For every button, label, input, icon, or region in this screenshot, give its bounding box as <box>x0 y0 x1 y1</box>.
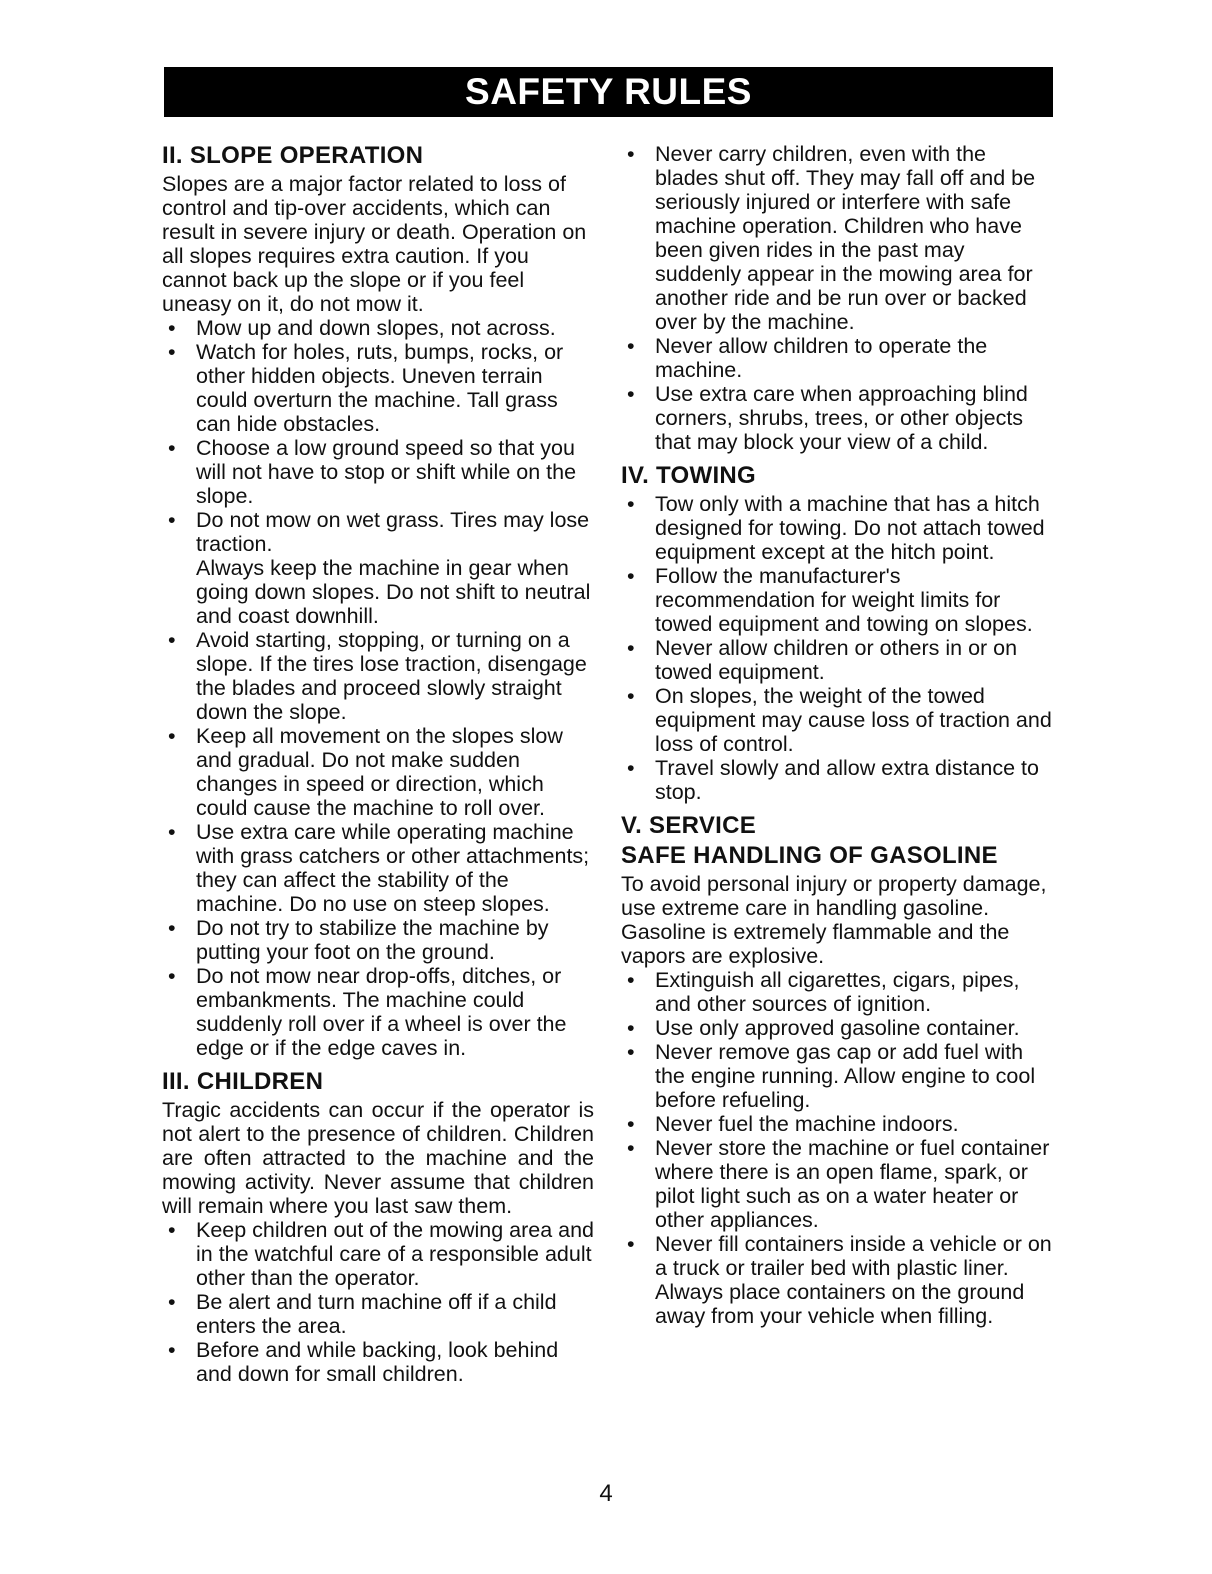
bullet-icon: • <box>168 964 176 988</box>
list-item: • Use extra care while operating machine with grass catchers or other attachments; they can affect the stability of the machine. Do no use on steep slopes. <box>168 820 590 916</box>
list-item: • Never fill containers inside a vehicle or on a truck or trailer bed with plastic liner. Always place containers on the ground away from your vehicle when filling. <box>627 1232 1052 1328</box>
bullet-icon: • <box>627 492 635 516</box>
bullet-icon: • <box>168 1338 176 1362</box>
bullet-icon: • <box>627 756 635 780</box>
list-item: • Do not mow on wet grass. Tires may lose traction. <box>168 508 590 556</box>
bullet-icon: • <box>627 1040 635 1064</box>
gasoline-handling-heading: SAFE HANDLING OF GASOLINE <box>621 842 998 869</box>
list-item: • Keep all movement on the slopes slow and gradual. Do not make sudden changes in speed or direction, which could cause the machine to roll over. <box>168 724 563 820</box>
bullet-icon: • <box>168 628 176 652</box>
list-item: • Before and while backing, look behind and down for small children. <box>168 1338 559 1386</box>
bullet-icon: • <box>168 724 176 748</box>
list-item: • Never remove gas cap or add fuel with the engine running. Allow engine to cool before refueling. <box>627 1040 1036 1112</box>
children-rules-list <box>162 1218 594 1386</box>
slope-gear-note: Always keep the machine in gear when going down slopes. Do not shift to neutral and coast downhill. <box>196 556 591 628</box>
list-item: • Use extra care when approaching blind corners, shrubs, trees, or other objects that may block your view of a child. <box>627 382 1028 454</box>
list-item: • Choose a low ground speed so that you will not have to stop or shift while on the slope. <box>168 436 577 508</box>
list-item: • Follow the manufacturer's recommendation for weight limits for towed equipment and towing on slopes. <box>627 564 1033 636</box>
slope-intro: Slopes are a major factor related to loss of control and tip-over accidents, which can result in severe injury or death. Operation on all slopes requires extra caution. If you cannot back up the slope or if you feel uneasy on it, do not mow it. <box>162 172 587 316</box>
left-column <box>162 142 594 1394</box>
list-item: • Avoid starting, stopping, or turning on a slope. If the tires lose traction, disengage the blades and proceed slowly straight down the slope. <box>168 628 587 724</box>
children-rules-list-continued <box>621 142 1053 454</box>
bullet-icon: • <box>168 820 176 844</box>
safety-rules-banner <box>164 67 1053 117</box>
slope-rules-list <box>162 316 594 556</box>
right-column <box>621 142 1053 1336</box>
slope-rules-list-continued <box>162 628 594 1060</box>
bullet-icon: • <box>627 636 635 660</box>
children-heading: III. CHILDREN <box>162 1068 324 1095</box>
bullet-icon: • <box>168 1218 176 1242</box>
list-item: • Extinguish all cigarettes, cigars, pipes, and other sources of ignition. <box>627 968 1020 1016</box>
list-item: • Never allow children or others in or on towed equipment. <box>627 636 1018 684</box>
children-section-continued <box>621 142 1053 454</box>
list-item: • Keep children out of the mowing area and in the watchful care of a responsible adult other than the operator. <box>168 1218 595 1290</box>
towing-section <box>621 462 1053 804</box>
bullet-icon: • <box>627 564 635 588</box>
bullet-icon: • <box>168 316 176 340</box>
list-item: • Never fuel the machine indoors. <box>627 1112 959 1136</box>
towing-heading: IV. TOWING <box>621 462 757 489</box>
slope-operation-section <box>162 142 594 1060</box>
children-intro: Tragic accidents can occur if the operator is not alert to the presence of children. Children are often attracted to the machine and the mowing activity. Never assume that children will remain where you last saw them. <box>162 1098 594 1218</box>
bullet-icon: • <box>627 1016 635 1040</box>
bullet-icon: • <box>627 1232 635 1256</box>
service-heading: V. SERVICE <box>621 812 757 839</box>
banner-title: SAFETY RULES <box>465 71 752 112</box>
list-item: • Do not try to stabilize the machine by putting your foot on the ground. <box>168 916 549 964</box>
bullet-icon: • <box>168 916 176 940</box>
service-intro: To avoid personal injury or property damage, use extreme care in handling gasoline. Gasoline is extremely flammable and the vapors are explosive. <box>621 872 1047 968</box>
bullet-icon: • <box>168 436 176 460</box>
gasoline-rules-list <box>621 968 1053 1328</box>
bullet-icon: • <box>627 142 635 166</box>
page-number: 4 <box>599 1480 613 1507</box>
list-item: • Mow up and down slopes, not across. <box>168 316 556 340</box>
slope-operation-heading: II. SLOPE OPERATION <box>162 142 424 169</box>
list-item: • Use only approved gasoline container. <box>627 1016 1020 1040</box>
list-item: • Watch for holes, ruts, bumps, rocks, or other hidden objects. Uneven terrain could overturn the machine. Tall grass can hide obstacles. <box>168 340 564 436</box>
bullet-icon: • <box>627 684 635 708</box>
list-item: • Never store the machine or fuel container where there is an open flame, spark, or pilot light such as on a water heater or other appliances. <box>627 1136 1050 1232</box>
list-item: • Never carry children, even with the blades shut off. They may fall off and be seriously injured or interfere with safe machine operation. Children who have been given rides in the past may suddenly appear in the mowing area for another ride and be run over or backed over by the machine. <box>627 142 1036 334</box>
bullet-icon: • <box>168 1290 176 1314</box>
list-item: • Do not mow near drop-offs, ditches, or embankments. The machine could suddenly roll over if a wheel is over the edge or if the edge caves in. <box>168 964 567 1060</box>
bullet-icon: • <box>168 508 176 532</box>
bullet-icon: • <box>627 1112 635 1136</box>
bullet-icon: • <box>168 340 176 364</box>
bullet-icon: • <box>627 382 635 406</box>
service-section <box>621 812 1053 1328</box>
list-item: • On slopes, the weight of the towed equipment may cause loss of traction and loss of control. <box>627 684 1052 756</box>
list-item: • Travel slowly and allow extra distance to stop. <box>627 756 1039 804</box>
bullet-icon: • <box>627 968 635 992</box>
list-item: • Never allow children to operate the machine. <box>627 334 988 382</box>
bullet-icon: • <box>627 1136 635 1160</box>
towing-rules-list <box>621 492 1053 804</box>
list-item: • Tow only with a machine that has a hitch designed for towing. Do not attach towed equipment except at the hitch point. <box>627 492 1045 564</box>
list-item: • Be alert and turn machine off if a child enters the area. <box>168 1290 557 1338</box>
children-section <box>162 1068 594 1386</box>
bullet-icon: • <box>627 334 635 358</box>
